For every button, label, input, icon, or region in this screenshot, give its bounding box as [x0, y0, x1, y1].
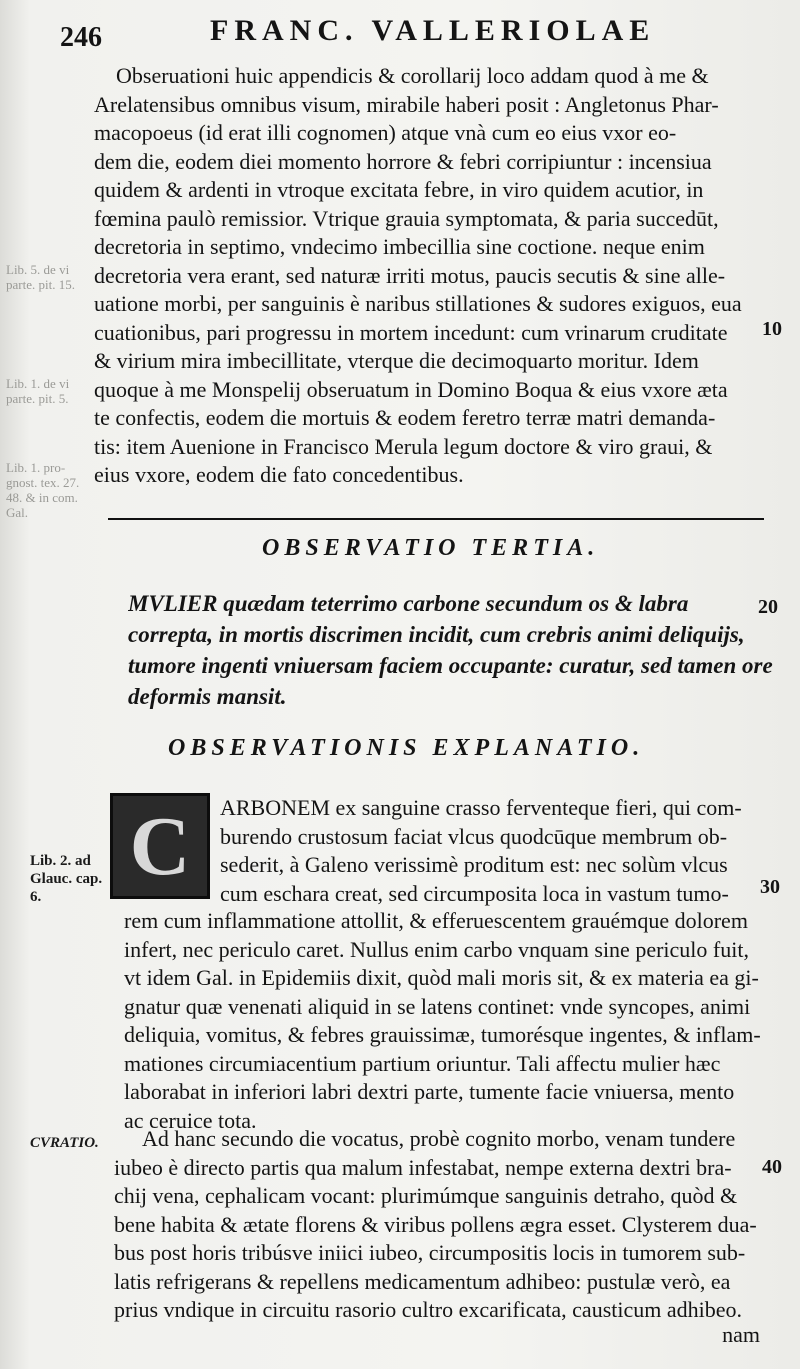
line-number-30: 30 — [760, 876, 780, 898]
summary-paragraph — [128, 588, 778, 712]
line-number-20: 20 — [758, 596, 778, 618]
text-line: decretoria vera erant, sed naturæ irriti motus, paucis secutis & sine alle- — [94, 262, 726, 288]
text-line: MVLIER quædam teterrimo carbone secundum os & labra — [128, 591, 689, 616]
text-line: quidem & ardenti in vtroque excitata febre, in viro quidem acutior, in — [94, 177, 704, 202]
text-line: iubeo è directo partis qua malum infestabat, nempe externa dextri bra- — [114, 1154, 732, 1180]
text-line: rem cum inflammatione attollit, & efferuescentem grauémque dolorem — [124, 908, 748, 933]
bleed-through-note-3: Lib. 1. pro- gnost. tex. 27. 48. & in com. Gal. — [6, 460, 80, 520]
bleed-through-note-2: Lib. 1. de vi parte. pit. 5. — [6, 376, 70, 406]
text-line: correpta, in mortis discrimen incidit, cum crebris animi deliquijs, — [128, 622, 745, 647]
text-line: infert, nec periculo caret. Nullus enim carbo vnquam sine periculo fuit, — [124, 936, 749, 962]
text-line: laborabat in inferiori labri dextri parte, tumente facie vniuersa, mento — [124, 1079, 735, 1104]
text-line: chij vena, cephalicam vocant: plurimúmque sanguinis detraho, quòd & — [114, 1183, 738, 1208]
text-line: uatione morbi, per sanguinis è naribus stillationes & sudores exiguos, eua — [94, 291, 742, 316]
text-line: vt idem Gal. in Epidemiis dixit, quòd mali moris sit, & ex materia ea gi- — [124, 965, 759, 990]
text-line: bene habita & ætate florens & viribus pollens ægra esset. Clysterem dua- — [114, 1211, 757, 1237]
bleed-through-band — [110, 486, 114, 508]
text-line: Obseruationi huic appendicis & corollarij loco addam quod à me & — [116, 63, 709, 88]
paragraph-curatio — [114, 1125, 774, 1325]
margin-note-galen-reference: Lib. 2. ad Glauc. cap. 6. — [30, 853, 103, 905]
text-line: tis: item Auenione in Francisco Merula legum doctore & viro graui, & — [94, 433, 713, 459]
text-line: decretoria in septimo, vndecimo imbecillia sine coctione. neque enim — [94, 234, 705, 259]
text-line: & virium mira imbecillitate, vterque die decimoquarto moritur. Idem — [94, 348, 699, 373]
margin-note-curatio: CVRATIO. — [30, 1135, 99, 1151]
text-line: mationes circumiacentium partium oriuntur. Tali affectu mulier hæc — [124, 1050, 721, 1076]
page-number: 246 — [60, 22, 102, 53]
text-line: latis refrigerans & repellens medicamentum adhibeo: pustulæ verò, ea — [114, 1268, 731, 1294]
text-line: gnatur quæ venenati aliquid in se latens continet: vnde syncopes, animi — [124, 993, 751, 1019]
heading-observationis-explanatio: OBSERVATIONIS EXPLANATIO. — [168, 735, 645, 761]
text-line: eius vxore, eodem die fato concedentibus. — [94, 462, 464, 487]
text-line: sederit, à Galeno verissimè proditum est: nec solùm vlcus — [220, 852, 728, 877]
paragraph-explanation-opening — [220, 794, 780, 908]
text-line: ac ceruice tota. — [124, 1107, 257, 1133]
text-line: Ad hanc secundo die vocatus, probè cognito morbo, venam tundere — [142, 1126, 736, 1151]
text-line: macopoeus (id erat illi cognomen) atque vnà cum eo eius vxor eo- — [94, 120, 677, 145]
bleed-through-note-1: Lib. 5. de vi parte. pit. 15. — [6, 262, 75, 292]
paragraph-observation-appendix — [94, 62, 774, 490]
section-rule — [108, 518, 764, 520]
paragraph-explanation-continued — [124, 907, 774, 1135]
decorated-initial-c — [110, 793, 210, 899]
line-number-10: 10 — [762, 318, 782, 340]
text-line: cuationibus, pari progressu in mortem incedunt: cum vrinarum cruditate — [94, 319, 728, 345]
heading-observatio-tertia: OBSERVATIO TERTIA. — [262, 535, 600, 561]
running-head: FRANC. VALLERIOLAE — [210, 14, 656, 47]
text-line: cum eschara creat, sed circumposita loca in vastum tumo- — [220, 880, 729, 906]
initial-letter: C — [129, 799, 191, 893]
text-line: burendo crustosum faciat vlcus quodcūque membrum ob- — [220, 823, 728, 849]
text-line: bus post horis tribúsve iniici iubeo, circumpositis locis in tumorem sub- — [114, 1240, 746, 1265]
text-line: fœmina paulò remissior. Vtrique grauia symptomata, & paria succedūt, — [94, 205, 719, 231]
line-number-40: 40 — [762, 1156, 782, 1178]
text-line: dem die, eodem diei momento horrore & febri corripiuntur : incensiua — [94, 148, 712, 174]
text-line: deformis mansit. — [128, 684, 287, 709]
text-line: ARBONEM ex sanguine crasso ferventeque fieri, qui com- — [220, 795, 742, 820]
catchword: nam — [722, 1322, 760, 1347]
text-line: tumore ingenti vniuersam faciem occupante: curatur, sed tamen ore — [128, 653, 773, 678]
text-line: Arelatensibus omnibus visum, mirabile haberi posit : Angletonus Phar- — [94, 91, 719, 117]
text-line: deliquia, vomitus, & febres grauissimæ, tumorésque ingentes, & inflam- — [124, 1022, 761, 1047]
text-line: prius vndique in circuitu rasorio cultro excarificata, causticum adhibeo. — [114, 1297, 742, 1322]
text-line: te confectis, eodem die mortuis & eodem feretro terræ matri demanda- — [94, 405, 716, 430]
text-line: quoque à me Monspelij obseruatum in Domino Boqua & eius vxore æta — [94, 376, 728, 402]
